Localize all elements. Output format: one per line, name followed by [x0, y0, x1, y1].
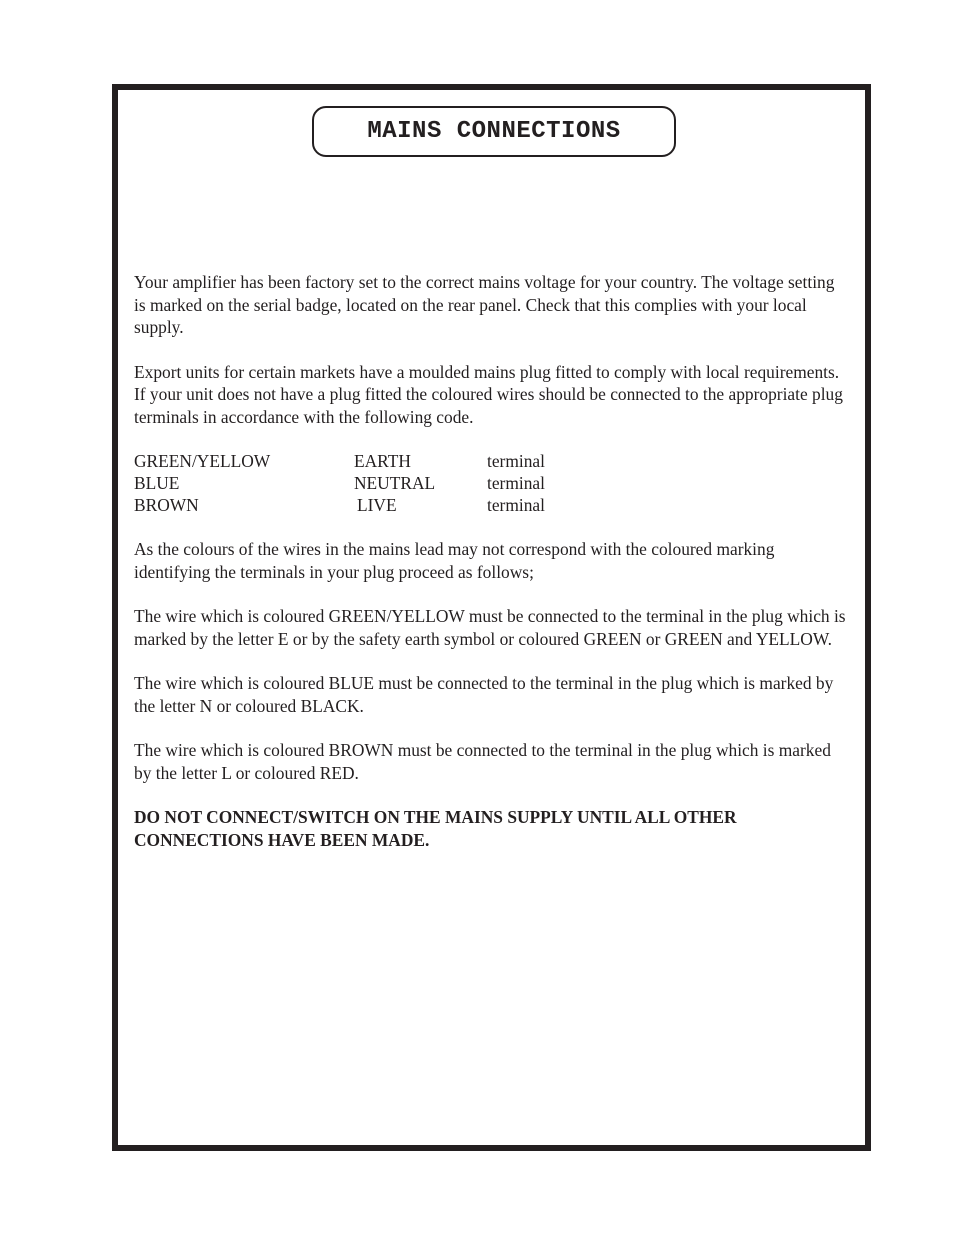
- page-title: MAINS CONNECTIONS: [367, 118, 621, 145]
- blue-paragraph: The wire which is coloured BLUE must be connected to the terminal in the plug which is marked by the letter N or coloured BLACK.: [134, 673, 834, 716]
- document-body: [134, 271, 849, 873]
- title-box: [312, 106, 676, 157]
- page-frame: [112, 84, 871, 1151]
- terminal-word: terminal: [487, 451, 545, 471]
- wire-colour: GREEN/YELLOW: [134, 451, 271, 471]
- green-yellow-paragraph: The wire which is coloured GREEN/YELLOW must be connected to the terminal in the plug which is marked by the letter E or by the safety earth symbol or coloured GREEN or GREEN and YELLOW.: [134, 606, 846, 649]
- wire-code-row: [134, 494, 849, 516]
- warning-paragraph: DO NOT CONNECT/SWITCH ON THE MAINS SUPPLY UNTIL ALL OTHER CONNECTIONS HAVE BEEN MADE.: [134, 807, 737, 850]
- wire-colour: BROWN: [134, 495, 199, 515]
- terminal-word: terminal: [487, 495, 545, 515]
- brown-paragraph: The wire which is coloured BROWN must be connected to the terminal in the plug which is marked by the letter L or coloured RED.: [134, 740, 831, 783]
- terminal-word: terminal: [487, 473, 545, 493]
- wire-code-table: [134, 450, 849, 516]
- wire-code-row: [134, 450, 849, 472]
- export-paragraph: Export units for certain markets have a moulded mains plug fitted to comply with local requirements. If your unit does not have a plug fitted the coloured wires should be connected to the appropriate plug terminals in accordance with the following code.: [134, 361, 843, 427]
- terminal-name: LIVE: [357, 495, 397, 515]
- intro-paragraph: Your amplifier has been factory set to the correct mains voltage for your country. The voltage setting is marked on the serial badge, located on the rear panel. Check that this complies with your local supply.: [134, 272, 835, 337]
- terminal-name: EARTH: [354, 451, 411, 471]
- wire-colour: BLUE: [134, 473, 180, 493]
- colours-note-paragraph: As the colours of the wires in the mains lead may not correspond with the coloured marking identifying the terminals in your plug proceed as follows;: [134, 539, 775, 582]
- terminal-name: NEUTRAL: [354, 473, 436, 493]
- wire-code-row: [134, 472, 849, 494]
